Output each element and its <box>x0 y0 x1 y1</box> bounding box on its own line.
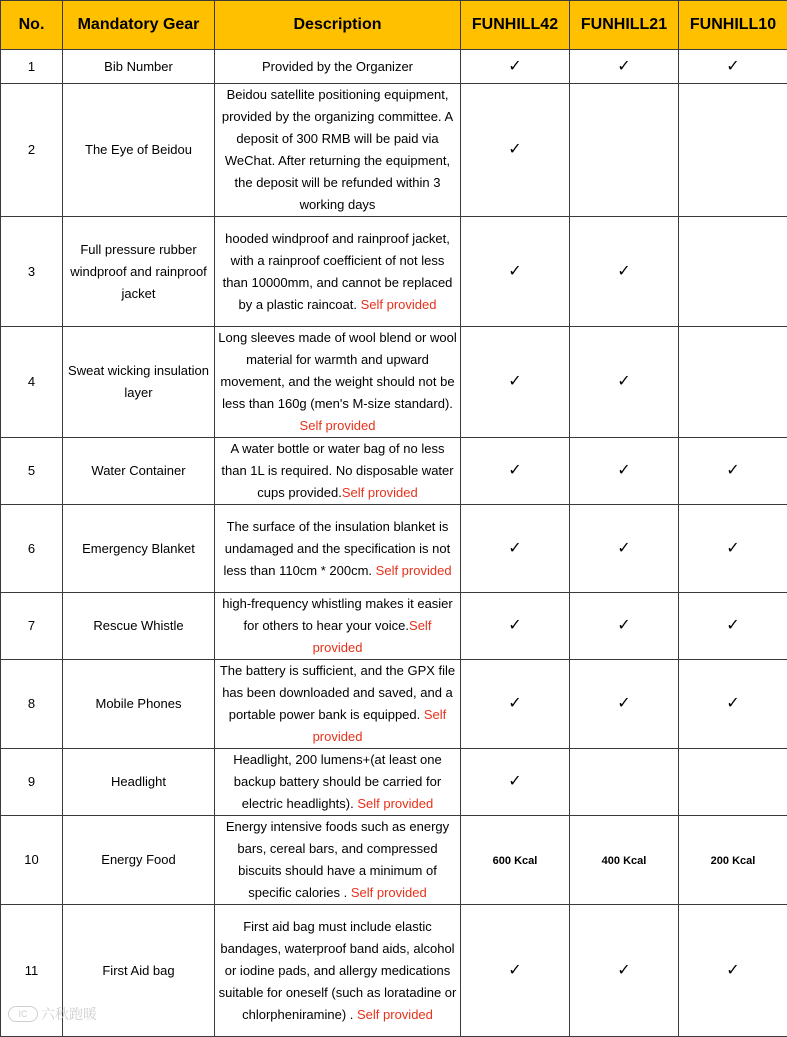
funhill21-cell <box>570 749 679 816</box>
calorie-value: 400 Kcal <box>602 855 647 867</box>
watermark <box>8 1004 97 1024</box>
gear-name: Emergency Blanket <box>63 505 215 593</box>
check-icon: ✓ <box>617 263 630 280</box>
description-text: Provided by the Organizer <box>262 59 413 74</box>
funhill42-cell <box>461 905 570 1037</box>
header-funhill21: FUNHILL21 <box>570 1 679 50</box>
description-text: Energy intensive foods such as energy bars, cereal bars, and compressed biscuits should have a minimum of specific calories . <box>226 819 449 900</box>
self-provided-note: Self provided <box>300 418 376 433</box>
description-text: hooded windproof and rainproof jacket, with a rainproof coefficient of not less than 10000mm, and cannot be replaced by a plastic raincoat. <box>223 231 453 312</box>
description-text: Headlight, 200 lumens+(at least one backup battery should be carried for electric headlights). <box>233 752 442 811</box>
funhill21-cell <box>570 217 679 327</box>
funhill21-cell <box>570 327 679 438</box>
funhill42-cell <box>461 438 570 505</box>
row-number: 2 <box>1 84 63 217</box>
row-number: 10 <box>1 816 63 905</box>
check-icon: ✓ <box>508 617 521 634</box>
row-number: 7 <box>1 593 63 660</box>
table-row <box>1 749 787 816</box>
gear-name: Rescue Whistle <box>63 593 215 660</box>
gear-name: Full pressure rubber windproof and rainproof jacket <box>63 217 215 327</box>
check-icon: ✓ <box>617 617 630 634</box>
funhill10-cell <box>679 327 787 438</box>
description-text: A water bottle or water bag of no less than 1L is required. No disposable water cups provided. <box>221 441 453 500</box>
gear-name: Headlight <box>63 749 215 816</box>
check-icon: ✓ <box>508 773 521 790</box>
funhill10-cell <box>679 84 787 217</box>
funhill21-cell <box>570 593 679 660</box>
check-icon: ✓ <box>508 462 521 479</box>
table-row <box>1 505 787 593</box>
description-text: high-frequency whistling makes it easier for others to hear your voice. <box>222 596 453 633</box>
gear-name: Mobile Phones <box>63 660 215 749</box>
self-provided-note: Self provided <box>361 297 437 312</box>
gear-description <box>215 660 461 749</box>
gear-description <box>215 438 461 505</box>
header-description: Description <box>215 1 461 50</box>
table-row <box>1 905 787 1037</box>
gear-name: The Eye of Beidou <box>63 84 215 217</box>
funhill42-cell <box>461 327 570 438</box>
check-icon: ✓ <box>726 540 739 557</box>
watermark-logo: IC <box>8 1006 38 1022</box>
table-row <box>1 438 787 505</box>
gear-name: Sweat wicking insulation layer <box>63 327 215 438</box>
funhill42-cell <box>461 593 570 660</box>
check-icon: ✓ <box>726 617 739 634</box>
check-icon: ✓ <box>617 462 630 479</box>
row-number: 11 <box>1 905 63 1037</box>
funhill42-cell <box>461 816 570 905</box>
gear-description <box>215 505 461 593</box>
self-provided-note: Self provided <box>313 618 432 655</box>
description-text: Beidou satellite positioning equipment, provided by the organizing committee. A deposit of 300 RMB will be paid via WeChat. After returning the equipment, the deposit will be refunded within 3 working days <box>222 87 453 212</box>
header-funhill10: FUNHILL10 <box>679 1 787 50</box>
gear-description <box>215 593 461 660</box>
funhill21-cell <box>570 905 679 1037</box>
funhill21-cell <box>570 816 679 905</box>
self-provided-note: Self provided <box>342 485 418 500</box>
self-provided-note: Self provided <box>357 796 433 811</box>
check-icon: ✓ <box>508 695 521 712</box>
description-text: The battery is sufficient, and the GPX file has been downloaded and saved, and a portable power bank is equipped. <box>220 663 455 722</box>
check-icon: ✓ <box>508 962 521 979</box>
table-row <box>1 593 787 660</box>
check-icon: ✓ <box>508 263 521 280</box>
description-text: The surface of the insulation blanket is undamaged and the specification is not less than 110cm * 200cm. <box>223 519 450 578</box>
funhill42-cell <box>461 505 570 593</box>
header-row <box>1 1 787 50</box>
gear-name: First Aid bag <box>63 905 215 1037</box>
check-icon: ✓ <box>617 58 630 75</box>
table-row <box>1 50 787 84</box>
funhill10-cell <box>679 217 787 327</box>
description-text: Long sleeves made of wool blend or wool material for warmth and upward movement, and the weight should not be less than 160g (men's M-size standard). <box>218 330 456 411</box>
row-number: 4 <box>1 327 63 438</box>
check-icon: ✓ <box>726 695 739 712</box>
check-icon: ✓ <box>617 373 630 390</box>
self-provided-note: Self provided <box>357 1007 433 1022</box>
calorie-value: 600 Kcal <box>493 855 538 867</box>
gear-description <box>215 217 461 327</box>
check-icon: ✓ <box>617 540 630 557</box>
table-row <box>1 660 787 749</box>
funhill21-cell <box>570 660 679 749</box>
gear-description <box>215 50 461 84</box>
table-row <box>1 816 787 905</box>
funhill42-cell <box>461 84 570 217</box>
funhill10-cell <box>679 905 787 1037</box>
self-provided-note: Self provided <box>313 707 447 744</box>
check-icon: ✓ <box>726 58 739 75</box>
funhill10-cell <box>679 593 787 660</box>
row-number: 9 <box>1 749 63 816</box>
gear-description <box>215 905 461 1037</box>
funhill10-cell <box>679 50 787 84</box>
check-icon: ✓ <box>508 141 521 158</box>
check-icon: ✓ <box>508 540 521 557</box>
gear-name: Water Container <box>63 438 215 505</box>
self-provided-note: Self provided <box>376 563 452 578</box>
header-no: No. <box>1 1 63 50</box>
row-number: 1 <box>1 50 63 84</box>
table-row <box>1 327 787 438</box>
funhill21-cell <box>570 505 679 593</box>
check-icon: ✓ <box>617 962 630 979</box>
funhill21-cell <box>570 84 679 217</box>
row-number: 3 <box>1 217 63 327</box>
table-row <box>1 217 787 327</box>
gear-name: Energy Food <box>63 816 215 905</box>
check-icon: ✓ <box>726 962 739 979</box>
description-text: First aid bag must include elastic bandages, waterproof band aids, alcohol or iodine pads, and allergy medications suitable for oneself (such as loratadine or chlorpheniramine) . <box>219 919 457 1022</box>
gear-description <box>215 749 461 816</box>
gear-description <box>215 816 461 905</box>
check-icon: ✓ <box>617 695 630 712</box>
self-provided-note: Self provided <box>351 885 427 900</box>
table-row <box>1 84 787 217</box>
row-number: 8 <box>1 660 63 749</box>
funhill42-cell <box>461 217 570 327</box>
check-icon: ✓ <box>726 462 739 479</box>
funhill42-cell <box>461 660 570 749</box>
table-body <box>1 50 787 1037</box>
funhill10-cell <box>679 816 787 905</box>
gear-name: Bib Number <box>63 50 215 84</box>
row-number: 6 <box>1 505 63 593</box>
header-mandatory-gear: Mandatory Gear <box>63 1 215 50</box>
funhill21-cell <box>570 438 679 505</box>
header-funhill42: FUNHILL42 <box>461 1 570 50</box>
funhill42-cell <box>461 50 570 84</box>
funhill10-cell <box>679 660 787 749</box>
gear-description <box>215 84 461 217</box>
row-number: 5 <box>1 438 63 505</box>
watermark-text: 六秋跑暖 <box>41 1004 97 1024</box>
funhill10-cell <box>679 505 787 593</box>
funhill42-cell <box>461 749 570 816</box>
funhill10-cell <box>679 749 787 816</box>
calorie-value: 200 Kcal <box>711 855 756 867</box>
funhill21-cell <box>570 50 679 84</box>
gear-description <box>215 327 461 438</box>
check-icon: ✓ <box>508 373 521 390</box>
funhill10-cell <box>679 438 787 505</box>
check-icon: ✓ <box>508 58 521 75</box>
